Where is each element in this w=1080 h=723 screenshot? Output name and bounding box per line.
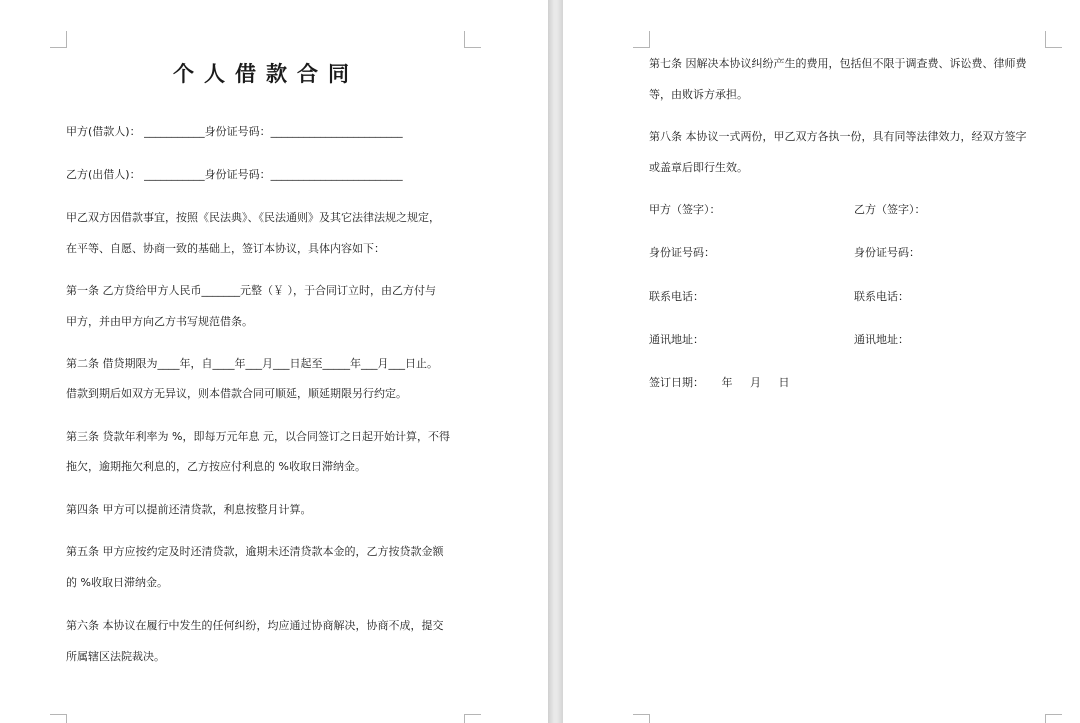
article-1-line-1: 第一条 乙方贷给甲方人民币_______元整（￥ ），于合同订立时，由乙方付与	[66, 284, 436, 297]
party-b-phone: 联系电话：	[854, 290, 909, 303]
party-b-id: 身份证号码：	[854, 246, 920, 259]
party-b-address: 通讯地址：	[854, 333, 909, 346]
article-5-line-2: 的 %收取日滞纳金。	[66, 576, 168, 589]
party-b-signature: 乙方（签字）：	[854, 203, 926, 216]
contract-title: 个人借款合同	[173, 61, 359, 86]
article-7-line-2: 等，由败诉方承担。	[649, 88, 748, 101]
crop-mark-top-right	[1045, 31, 1062, 48]
article-8-line-1: 第八条 本协议一式两份，甲乙双方各执一份，具有同等法律效力，经双方签字	[649, 130, 1027, 143]
party-a-address: 通讯地址：	[649, 333, 704, 346]
page-gap	[548, 0, 563, 723]
crop-mark-bottom-left	[633, 714, 650, 723]
intro-line-2: 在平等、自愿、协商一致的基础上，签订本协议，具体内容如下：	[66, 242, 385, 255]
party-a-id: 身份证号码：	[649, 246, 715, 259]
document-page-2	[563, 0, 1080, 723]
article-8-line-2: 或盖章后即行生效。	[649, 161, 748, 174]
article-5-line-1: 第五条 甲方应按约定及时还清贷款，逾期未还清贷款本金的，乙方按贷款金额	[66, 545, 444, 558]
crop-mark-top-left	[50, 31, 67, 48]
signing-date: 签订日期： 年 月 日	[649, 376, 790, 389]
article-6-line-2: 所属辖区法院裁决。	[66, 650, 165, 663]
crop-mark-bottom-right	[1045, 714, 1062, 723]
crop-mark-top-left	[633, 31, 650, 48]
crop-mark-top-right	[464, 31, 481, 48]
article-2-line-2: 借款到期后如双方无异议，则本借款合同可顺延，顺延期限另行约定。	[66, 387, 407, 400]
article-3-line-2: 拖欠，逾期拖欠利息的，乙方按应付利息的 %收取日滞纳金。	[66, 460, 366, 473]
intro-line-1: 甲乙双方因借款事宜，按照《民法典》、《民法通则》及其它法律法规之规定，	[66, 211, 440, 224]
party-a-phone: 联系电话：	[649, 290, 704, 303]
party-a-signature: 甲方（签字）：	[649, 203, 721, 216]
article-3-line-1: 第三条 贷款年利率为 %，即每万元年息 元，以合同签订之日起开始计算，不得	[66, 430, 450, 443]
crop-mark-bottom-right	[464, 714, 481, 723]
article-4-line-1: 第四条 甲方可以提前还清贷款，利息按整月计算。	[66, 503, 312, 516]
article-1-line-2: 甲方，并由甲方向乙方书写规范借条。	[66, 315, 253, 328]
crop-mark-bottom-left	[50, 714, 67, 723]
party-b-line: 乙方(出借人)： ___________身份证号码：________________________	[66, 168, 403, 181]
article-2-line-1: 第二条 借贷期限为____年，自____年___月___日起至_____年___月___日止。	[66, 357, 438, 370]
party-a-line: 甲方(借款人)： ___________身份证号码：________________________	[66, 125, 403, 138]
article-6-line-1: 第六条 本协议在履行中发生的任何纠纷，均应通过协商解决，协商不成，提交	[66, 619, 444, 632]
article-7-line-1: 第七条 因解决本协议纠纷产生的费用，包括但不限于调查费、诉讼费、律师费	[649, 57, 1027, 70]
